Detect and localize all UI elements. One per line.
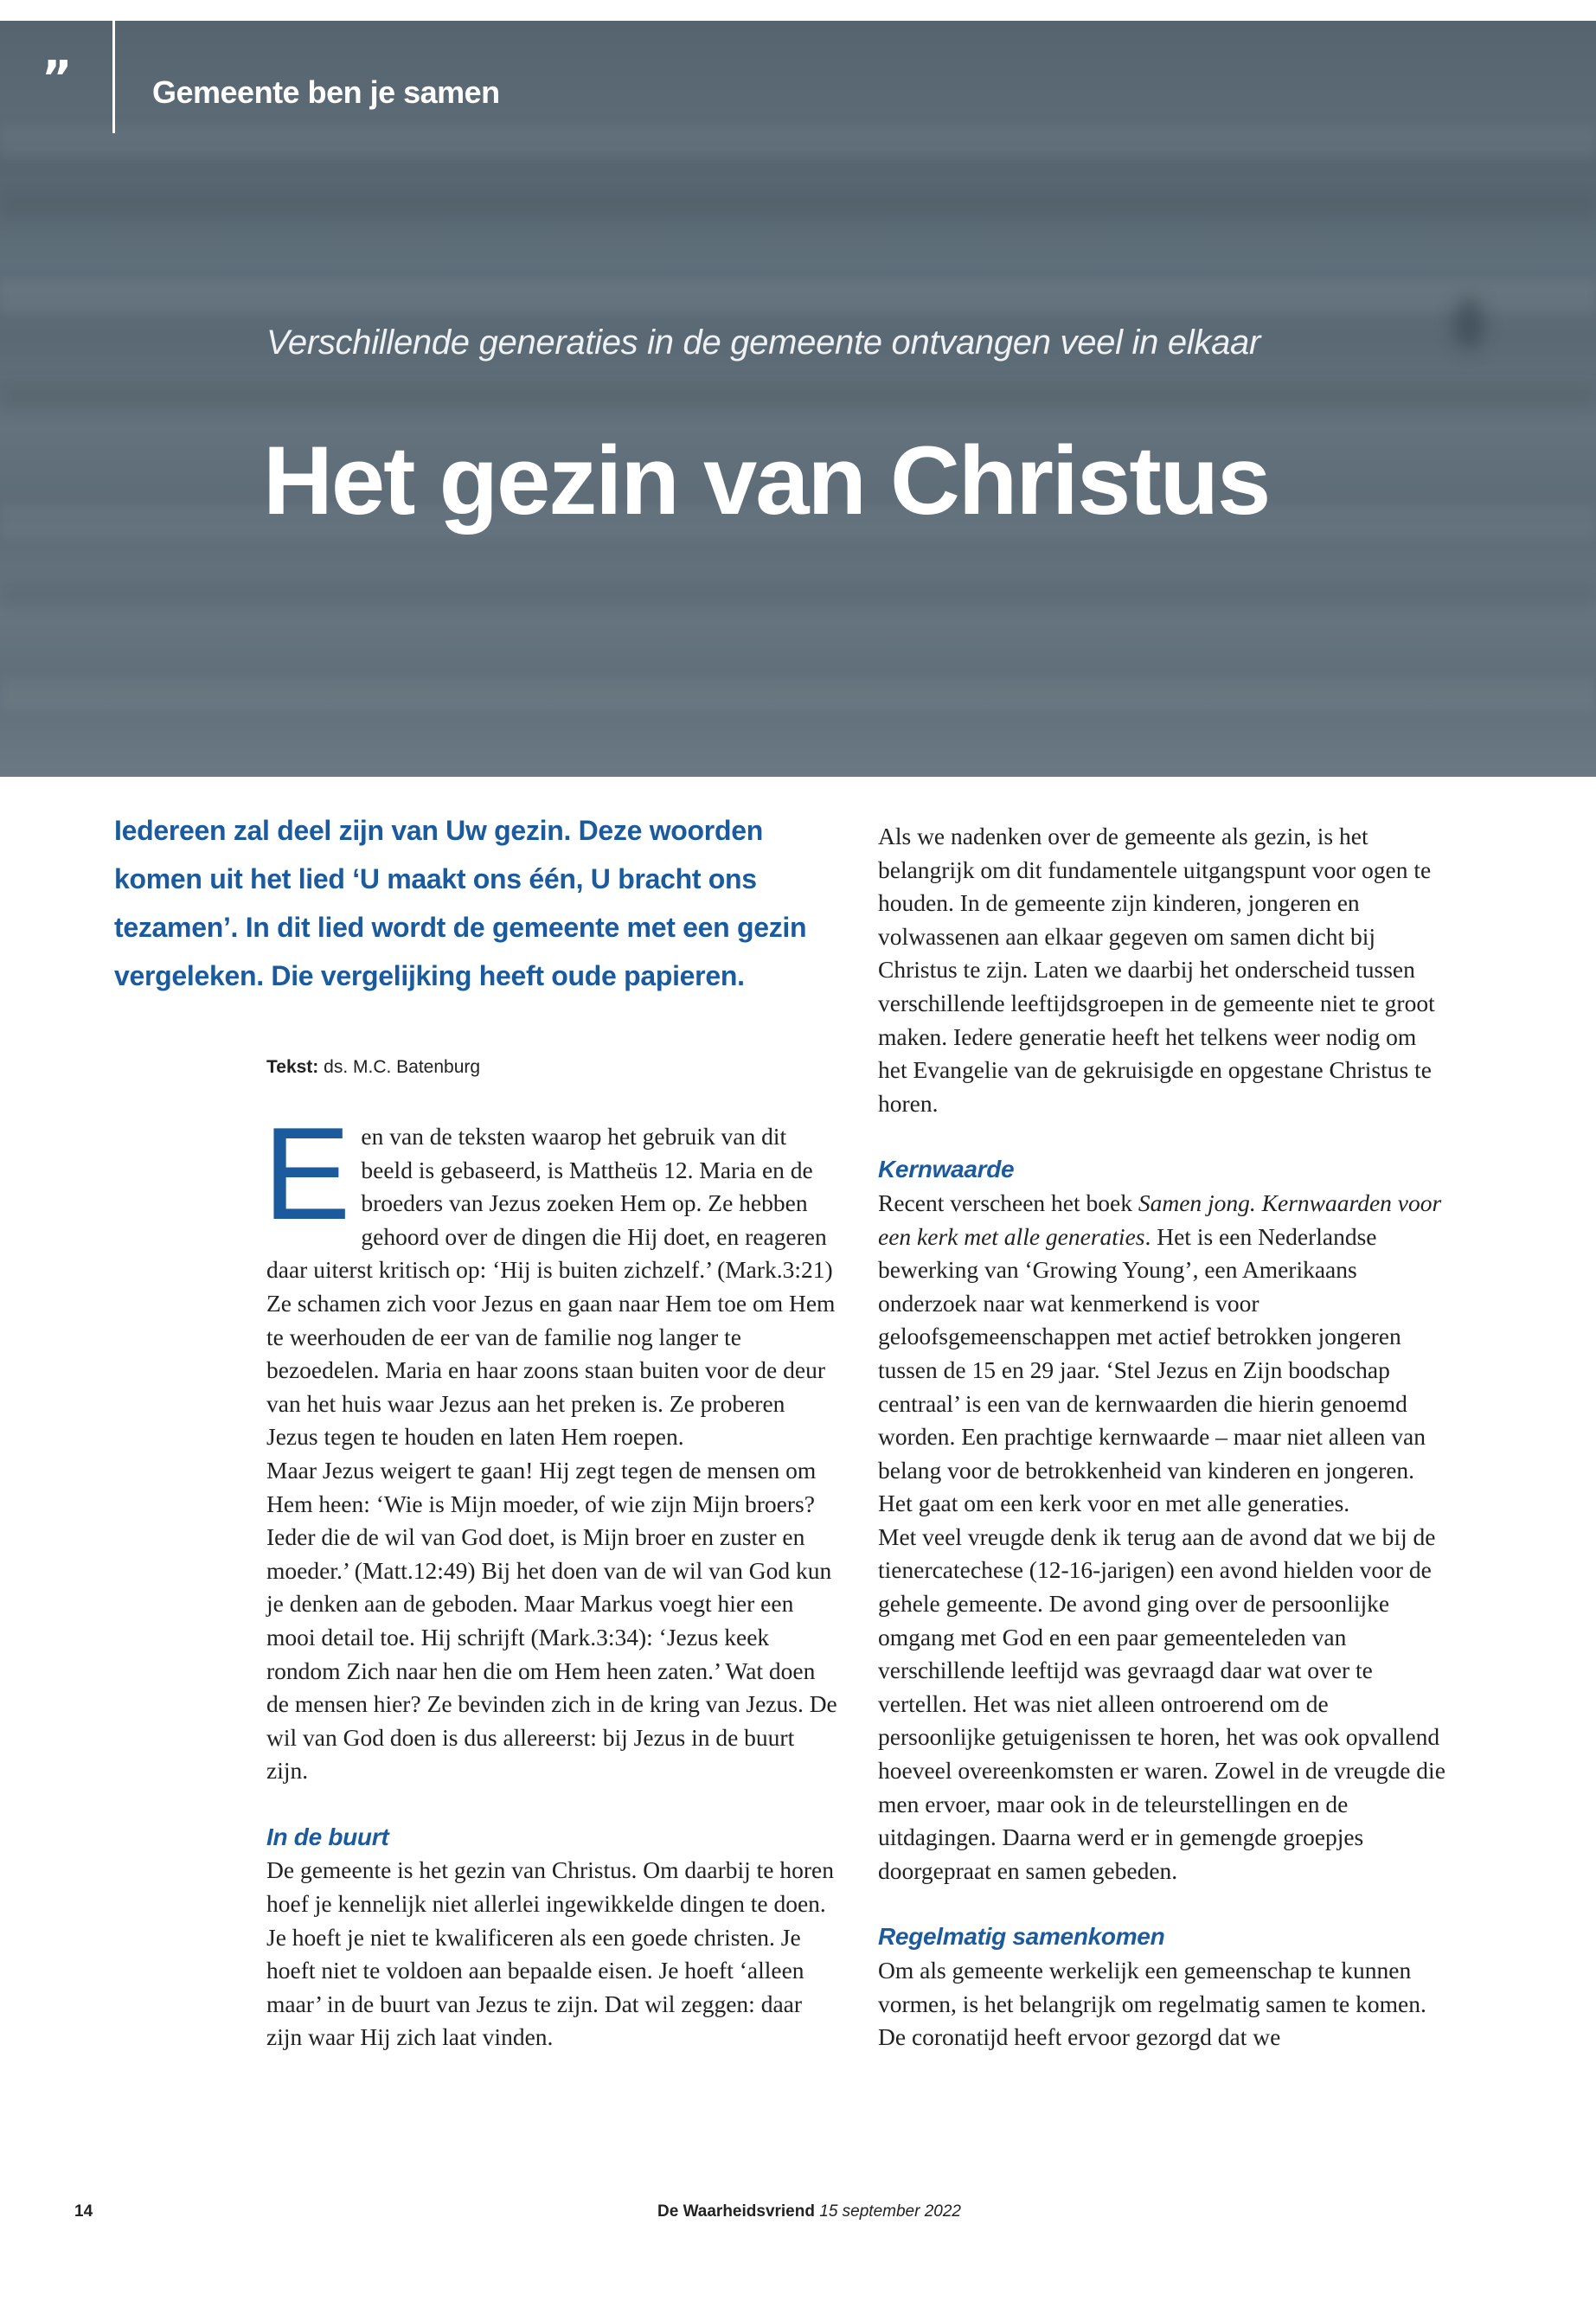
book-title: Samen jong. Kernwaarden voor een kerk met alle generaties [878,1189,1442,1250]
paragraph-text: . Het is een Nederlandse bewerking van ‘Growing Young’, een Amerikaans onderzoek naar wat kenmerkend is voor geloofsgemeenschappen met actief betrokken jongeren tussen de 15 en 29 jaar. ‘Stel Jezus en Zijn boodschap centraal’ is een van de kernwaarden die hierin genoemd worden. Een prachtige kernwaarde – maar niet alleen van belang voor de betrokkenheid van kinderen en jongeren. Het gaat om een kerk voor en met alle generaties. [878,1222,1426,1517]
right-column [878,820,1449,2054]
magazine-name: De Waarheidsvriend [657,2202,815,2221]
subheading-kernwaarde: Kernwaarde [878,1156,1015,1183]
header-banner [0,21,1596,777]
paragraph [263,1100,837,1454]
banner-texture [0,678,1596,711]
article-title: Het gezin van Christus [263,426,1270,535]
section-rubric: Gemeente ben je samen [152,74,500,110]
left-column [263,1100,837,2054]
drop-cap: E [263,1100,351,1247]
paragraph: Om als gemeente werkelijk een gemeenschap te kunnen vormen, is het belangrijk om regelmatig samen te komen. De coronatijd heeft ervoor gezorgd dat we [878,1957,1426,2051]
banner-shadow-spot [1453,298,1484,349]
paragraph: Maar Jezus weigert te gaan! Hij zegt tegen de mensen om Hem heen: ‘Wie is Mijn moeder, of wie zijn Mijn broers? Ieder die de wil van God doet, is Mijn broer en zuster en moeder.’ (Matt.12:49) Bij het doen van de wil van God kun je denken aan de geboden. Maar Markus voegt hier een mooi detail toe. Hij schrijft (Mark.3:34): ‘Jezus keek rondom Zich naar hen die om Hem heen zaten.’ Wat doen de mensen hier? Ze bevinden zich in de kring van Jezus. De wil van God doen is dus allereerst: bij Jezus in de buurt zijn. [266,1456,837,1785]
banner-texture [0,280,1596,313]
article-subtitle: Verschillende generaties in de gemeente ontvangen veel in elkaar [266,324,1260,362]
paragraph: De gemeente is het gezin van Christus. Om daarbij te horen hoef je kennelijk niet allerlei ingewikkelde dingen te doen. Je hoeft je niet te kwalificeren als een goede christen. Je hoeft niet te voldoen aan bepaalde eisen. Je hoeft ‘alleen maar’ in de buurt van Jezus te zijn. Dat wil zeggen: daar zijn waar Hij zich laat vinden. [266,1856,834,2051]
footer-publication [657,2202,961,2221]
rubric-divider [112,21,115,133]
byline [266,1057,480,1078]
banner-texture [0,583,1596,609]
subheading-in-de-buurt: In de buurt [266,1823,389,1850]
banner-texture [0,384,1596,410]
paragraph-text: en van de teksten waarop het gebruik van dit beeld is gebaseerd, is Mattheüs 12. Maria en de broeders van Jezus zoeken Hem op. Ze hebben gehoord over de dingen die Hij doet, en reageren daar uiterst kritisch op: ‘Hij is buiten zichzelf.’ (Mark.3:21) Ze schamen zich voor Jezus en gaan naar Hem toe om Hem te weerhouden de eer van de familie nog langer te bezoedelen. Maria en haar zoons staan buiten voor de deur van het huis waar Jezus aan het preken is. Ze proberen Jezus tegen te houden en laten Hem roepen. [266,1123,836,1451]
paragraph: Als we nadenken over de gemeente als gezin, is het belangrijk om dit fundamentele uitgangspunt voor ogen te houden. In de gemeente zijn kinderen, jongeren en volwassenen aan elkaar gegeven om samen dicht bij Christus te zijn. Laten we daarbij het onderscheid tussen verschillende leeftijdsgroepen in de gemeente niet te groot maken. Iedere generatie heeft het telkens weer nodig om het Evangelie van de gekruisigde en opgestane Christus te horen. [878,823,1435,1117]
banner-texture [0,125,1596,157]
quote-icon: ” [42,51,73,106]
page-number: 14 [74,2202,93,2221]
banner-texture [0,194,1596,220]
paragraph-text: Recent verscheen het boek [878,1189,1138,1216]
article-intro: Iedereen zal deel zijn van Uw gezin. Deze woorden komen uit het lied ‘U maakt ons één, U bracht ons tezamen’. In dit lied wordt de gemeente met een gezin vergeleken. Die vergelijking heeft oude papieren. [114,815,807,991]
subheading-regelmatig-samenkomen: Regelmatig samenkomen [878,1923,1165,1951]
paragraph [878,1187,1449,1521]
byline-label: Tekst: [266,1057,319,1077]
byline-author: ds. M.C. Batenburg [324,1057,481,1077]
issue-date: 15 september 2022 [819,2202,961,2221]
paragraph: Met veel vreugde denk ik terug aan de avond dat we bij de tienercatechese (12-16-jarigen) een avond hielden voor de gehele gemeente. De avond ging over de persoonlijke omgang met God en een paar gemeenteleden van verschillende leeftijd was gevraagd daar wat over te vertellen. Het was niet alleen ontroerend om de persoonlijke getuigenissen te horen, het was ook opvallend hoeveel overeenkomsten er waren. Zowel in de vreugde die men ervoer, maar ook in de teleurstellingen en de uitdagingen. Daarna werd er in gemengde groepjes doorgepraat en samen gebeden. [878,1522,1445,1884]
